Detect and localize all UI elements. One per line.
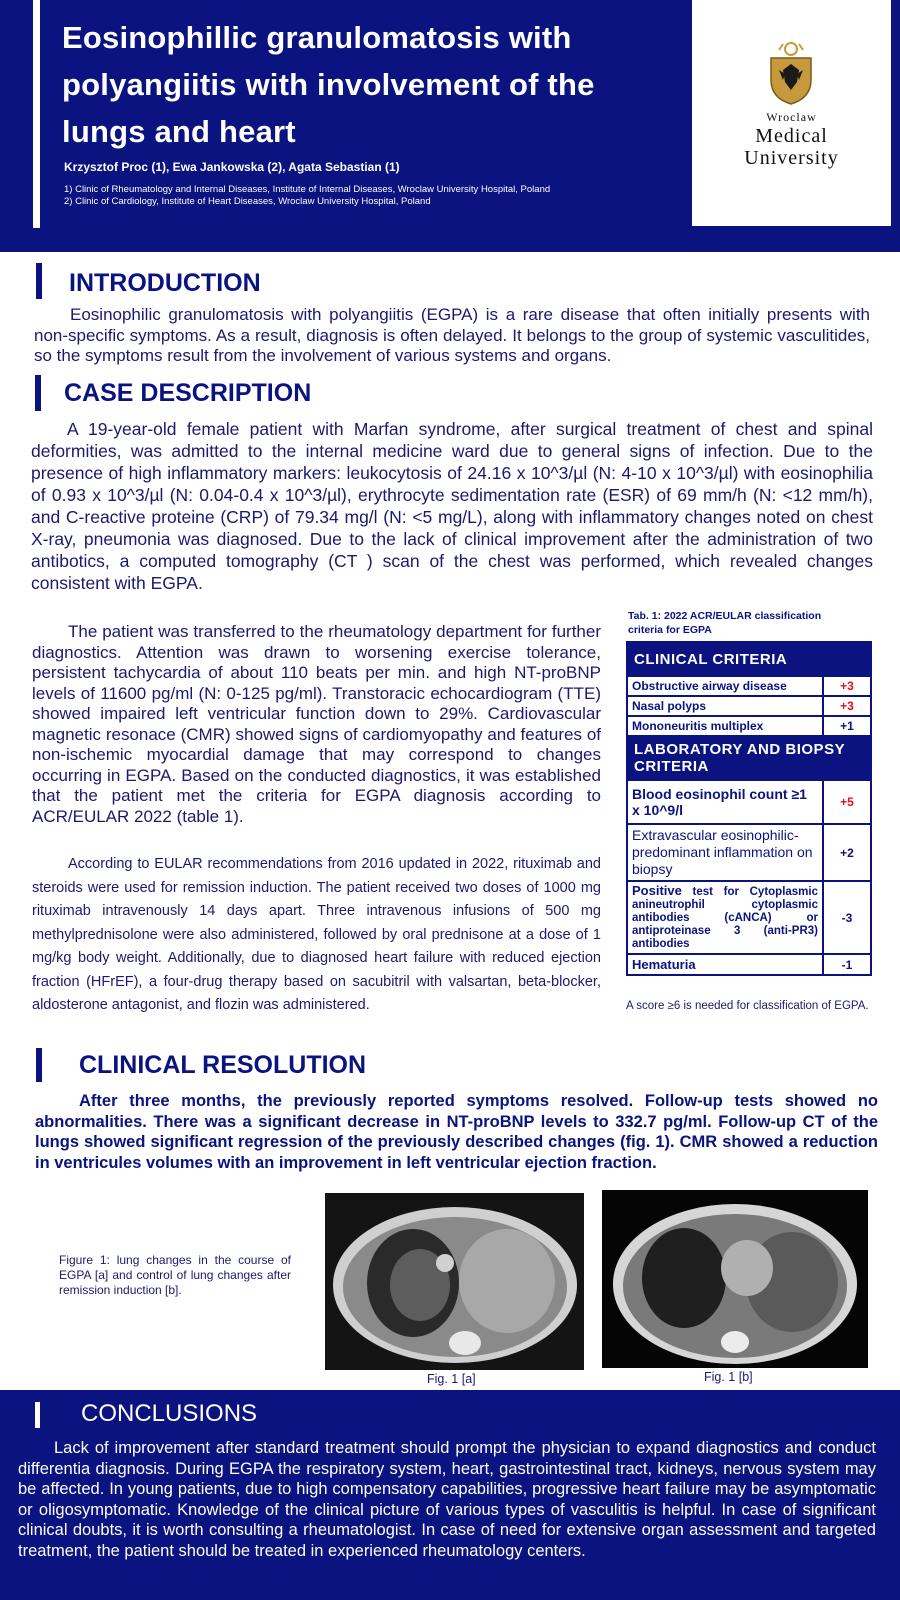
university-logo xyxy=(692,0,891,226)
fig-b-label: Fig. 1 [b] xyxy=(704,1370,753,1384)
criterion-label xyxy=(627,881,823,954)
affiliation-2: 2) Clinic of Cardiology, Institute of Heart Diseases, Wroclaw University Hospital, Poland xyxy=(64,196,431,207)
criterion-score: +3 xyxy=(823,696,871,716)
affiliations xyxy=(64,184,550,208)
criteria-table xyxy=(626,641,872,976)
poster-title: Eosinophillic granulomatosis with polyangiitis with involvement of the lungs and heart xyxy=(62,20,595,149)
criterion-score: +1 xyxy=(823,716,871,736)
case-heading: CASE DESCRIPTION xyxy=(64,379,312,407)
figure-caption: Figure 1: lung changes in the course of EGPA [a] and control of lung changes after remission induction [b]. xyxy=(59,1253,291,1297)
intro-heading: INTRODUCTION xyxy=(69,269,261,297)
ct-scan-a-graphic xyxy=(325,1193,584,1370)
positive-word: Positive xyxy=(632,883,682,898)
table-row xyxy=(627,824,871,881)
case-paragraph-1: A 19-year-old female patient with Marfan syndrome, after surgical treatment of chest and spinal deformities, was admitted to the internal medicine ward due to general signs of infection. Due to the presence of high inflammatory markers: leukocytosis of 24.16 x 10^3/µl (N: 4-10 x 10^3/µl) with eosinophilia of 0.93 x 10^3/µl (N: 0.04-0.4 x 10^3/µl), erythrocyte sedimentation rate (ESR) of 69 mm/h (N: <12 mm/h), and C-reactive proteine (CRP) of 79.34 mg/l (N: <5 mg/L), along with inflammatory changes noted on chest X-ray, pneumonia was diagnosed. Due to the lack of clinical improvement after the administration of two antibotics, a computed tomography (CT ) scan of the chest was performed, which revealed changes consistent with EGPA. xyxy=(31,419,873,593)
criterion-label-rest: test for Cytoplasmic anineutrophil cytoplasmic antibodies (cANCA) or antiproteinase 3 (anti-PR3) antibodies xyxy=(632,886,818,950)
resolution-heading: CLINICAL RESOLUTION xyxy=(79,1051,367,1079)
logo-line-3: University xyxy=(744,147,839,169)
ct-image-b xyxy=(602,1190,868,1368)
criterion-label: Mononeuritis multiplex xyxy=(627,716,823,736)
resolution-accent-bar xyxy=(36,1048,42,1082)
conclusions-accent-bar xyxy=(35,1402,40,1428)
table-row xyxy=(627,676,871,696)
criterion-score: +5 xyxy=(823,780,871,824)
lab-criteria-header: LABORATORY AND BIOPSY CRITERIA xyxy=(627,736,871,780)
table-row xyxy=(627,696,871,716)
ct-image-a xyxy=(325,1193,584,1370)
conclusions-section xyxy=(0,1390,900,1600)
ct-scan-b-graphic xyxy=(602,1190,868,1368)
criterion-label: Hematuria xyxy=(627,954,823,975)
poster-header xyxy=(0,0,900,252)
case-paragraph-3: According to EULAR recommendations from 2016 updated in 2022, rituximab and steroids were used for remission induction. The patient received two doses of 1000 mg rituximab intravenously 14 days apart. Three intravenous infusions of 500 mg methylprednisolone were also administered, followed by oral prednisone at a dose of 1 mg/kg body weight. Additionally, due to diagnosed heart failure with reduced ejection fraction (HFrEF), a four-drug therapy based on sacubitril with valsartan, beta-blocker, aldosterone antagonist, and flozin was administered. xyxy=(32,856,601,1013)
case-paragraph-2: The patient was transferred to the rheumatology department for further diagnostics. Attention was drawn to worsening exercise tolerance, persistent tachycardia of about 110 beats per min. and high NT-proBNP levels of 11600 pg/ml (N: 0-125 pg/ml). Transtoracic echocardiogram (TTE) showed impaired left ventricular function down to 29%. Cardiovascular magnetic resonace (CMR) showed signs of cardiomyopathy and features of non-ischemic myocardial damage that may correspond to changes occurring in EGPA. Based on the conducted diagnostics, it was established that the patient met the criteria for EGPA diagnosis according to ACR/EULAR 2022 (table 1). xyxy=(32,622,601,826)
case-accent-bar xyxy=(35,375,41,411)
table-row xyxy=(627,716,871,736)
table-row xyxy=(627,954,871,975)
authors: Krzysztof Proc (1), Ewa Jankowska (2), Agata Sebastian (1) xyxy=(64,160,400,174)
criterion-score: +2 xyxy=(823,824,871,881)
table-note: A score ≥6 is needed for classification of EGPA. xyxy=(626,1000,869,1012)
affiliation-1: 1) Clinic of Rheumatology and Internal Diseases, Institute of Internal Diseases, Wroclaw University Hospital, Poland xyxy=(64,184,551,195)
intro-accent-bar xyxy=(36,263,42,299)
clinical-criteria-header: CLINICAL CRITERIA xyxy=(627,642,871,676)
logo-line-2: Medical xyxy=(755,125,828,147)
intro-text: Eosinophilic granulomatosis with polyangiitis (EGPA) is a rare disease that often initially presents with non-specific symptoms. As a result, diagnosis is often delayed. It belongs to the group of systemic vasculitides, so the symptoms result from the involvement of various systems and organs. xyxy=(34,305,870,365)
fig-a-label: Fig. 1 [a] xyxy=(427,1372,476,1386)
header-accent-bar xyxy=(33,0,40,228)
criterion-label: Obstructive airway disease xyxy=(627,676,823,696)
resolution-text: After three months, the previously reported symptoms resolved. Follow-up tests showed no abnormalities. There was a significant decrease in NT-proBNP levels to 332.7 pg/ml. Follow-up CT of the lungs showed significant regression of the previously described changes (fig. 1). CMR showed a reduction in ventricules volumes with an improvement in left ventricular ejection fraction. xyxy=(35,1092,878,1172)
criterion-label: Nasal polyps xyxy=(627,696,823,716)
criterion-label: Blood eosinophil count ≥1 x 10^9/l xyxy=(627,780,823,824)
criterion-score: -1 xyxy=(823,954,871,975)
table-row xyxy=(627,881,871,954)
conclusions-text: Lack of improvement after standard treatment should prompt the physician to expand diagnostics and conduct differentia diagnosis. During EGPA the respiratory system, heart, gastrointestinal tract, kidneys, nervous system may be affected. In young patients, due to high compensatory capabilities, progressive heart failure may be asymptomatic or oligosymptomatic. Knowledge of the clinical picture of various types of vasculitis is helpful. In case of significant clinical doubts, it is worth consulting a rheumatologist. In case of need for extensive organ assessment and targeted treatment, the patient should be treated in experienced rheumatology centers. xyxy=(18,1439,876,1560)
table-caption: Tab. 1: 2022 ACR/EULAR classification criteria for EGPA xyxy=(628,610,822,636)
criterion-score: -3 xyxy=(823,881,871,954)
table-row xyxy=(627,780,871,824)
crest-icon xyxy=(761,40,821,106)
criterion-score: +3 xyxy=(823,676,871,696)
criterion-label: Extravascular eosinophilic-predominant inflammation on biopsy xyxy=(627,824,823,881)
logo-line-1: Wroclaw xyxy=(766,110,817,124)
conclusions-heading: CONCLUSIONS xyxy=(81,1400,258,1427)
